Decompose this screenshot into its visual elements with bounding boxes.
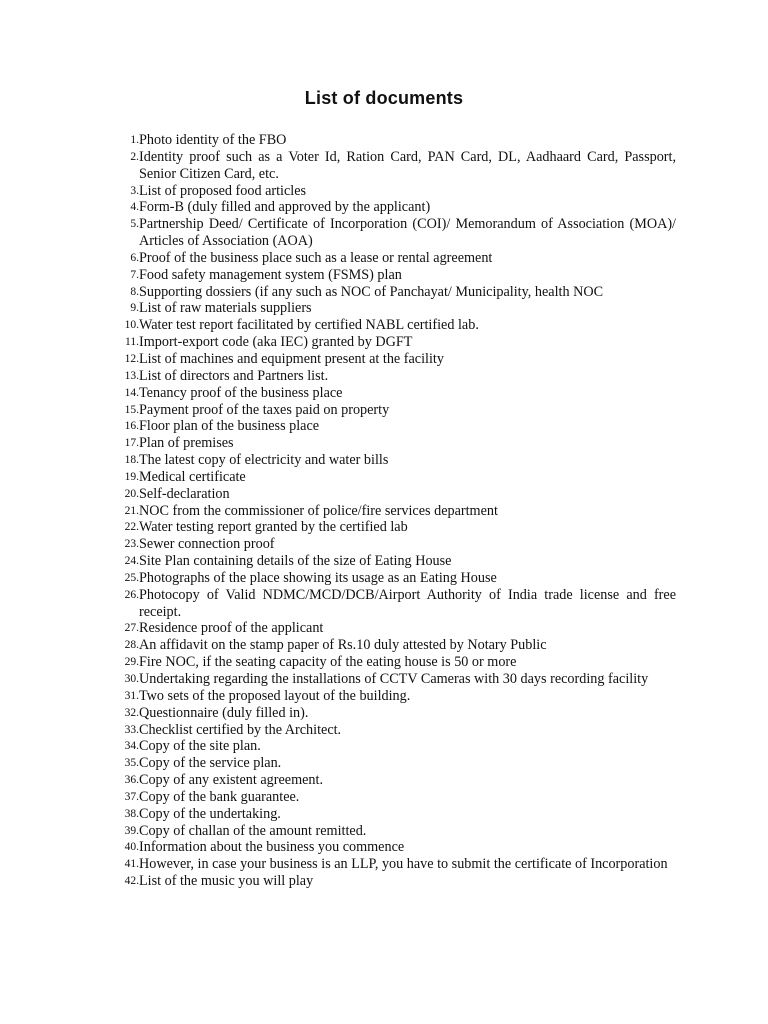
list-item-text: List of machines and equipment present at the facility <box>139 350 444 367</box>
list-item-number: 11. <box>125 336 139 349</box>
list-item-text: Undertaking regarding the installations of CCTV Cameras with 30 days recording facility <box>139 671 649 687</box>
list-item-text: Fire NOC, if the seating capacity of the eating house is 50 or more <box>139 654 517 671</box>
list-item <box>104 402 676 419</box>
list-item <box>104 216 676 250</box>
list-item <box>104 671 676 688</box>
list-item-number: 20. <box>124 487 139 500</box>
list-item <box>104 839 676 856</box>
list-item <box>104 654 676 671</box>
list-item <box>104 772 676 789</box>
list-item-number: 14. <box>124 386 139 399</box>
list-item-number: 18. <box>124 454 139 467</box>
list-item <box>104 385 676 402</box>
list-item-text: Plan of premises <box>139 435 234 452</box>
list-item-text: Partnership Deed/ Certificate of Incorporation (COI)/ Memorandum of Association (MOA)/ Articles of Association (AOA) <box>139 216 676 250</box>
list-item <box>104 705 676 722</box>
list-item-number: 38. <box>124 807 139 820</box>
list-item-text: Water testing report granted by the certified lab <box>139 519 408 536</box>
list-item <box>104 688 676 705</box>
list-item-text: Identity proof such as a Voter Id, Ration Card, PAN Card, DL, Aadhaard Card, Passport, Senior Citizen Card, etc. <box>139 148 676 182</box>
list-item-text: Food safety management system (FSMS) plan <box>139 266 402 283</box>
list-item-number: 8. <box>130 285 139 298</box>
list-item-number: 27. <box>124 622 139 635</box>
list-item-text: Self-declaration <box>139 485 230 502</box>
list-item-text: Information about the business you commence <box>139 839 405 856</box>
list-item <box>104 452 676 469</box>
list-item-number: 39. <box>124 824 139 837</box>
list-item-text: Site Plan containing details of the size of Eating House <box>139 553 452 570</box>
list-item-number: 21. <box>124 504 139 517</box>
list-item-number: 4. <box>130 201 139 214</box>
list-item <box>104 199 676 216</box>
list-item <box>104 183 676 200</box>
list-item-number: 19. <box>124 470 139 483</box>
list-item <box>104 149 676 183</box>
list-item-text: An affidavit on the stamp paper of Rs.10 duly attested by Notary Public <box>139 637 547 654</box>
list-item-number: 33. <box>124 723 139 736</box>
list-item <box>104 823 676 840</box>
list-item-text: Import-export code (aka IEC) granted by DGFT <box>139 334 413 351</box>
list-item <box>104 536 676 553</box>
list-item <box>104 435 676 452</box>
list-item-text: Copy of the bank guarantee. <box>139 788 300 805</box>
list-item <box>104 300 676 317</box>
list-item-text: Copy of the service plan. <box>139 755 282 772</box>
list-item-text: Two sets of the proposed layout of the building. <box>139 687 411 704</box>
list-item-text: NOC from the commissioner of police/fire services department <box>139 502 498 519</box>
list-item <box>104 317 676 334</box>
list-item-text: However, in case your business is an LLP, you have to submit the certificate of Incorporation <box>139 856 668 873</box>
list-item-number: 17. <box>124 437 139 450</box>
list-item <box>104 873 676 890</box>
list-item <box>104 856 676 873</box>
list-item-text: Residence proof of the applicant <box>139 620 324 637</box>
list-item <box>104 587 676 621</box>
list-item-number: 23. <box>124 538 139 551</box>
list-item-number: 16. <box>124 420 139 433</box>
list-item-number: 31. <box>124 689 139 702</box>
list-item <box>104 351 676 368</box>
list-item <box>104 637 676 654</box>
list-item-number: 9. <box>130 302 139 315</box>
list-item <box>104 486 676 503</box>
list-item-text: Copy of the site plan. <box>139 738 261 755</box>
list-item <box>104 418 676 435</box>
list-item <box>104 503 676 520</box>
list-item-number: 6. <box>130 251 139 264</box>
list-item-number: 30. <box>124 673 139 685</box>
list-item-number: 5. <box>130 218 139 231</box>
list-item-number: 13. <box>124 369 139 382</box>
list-item-text: The latest copy of electricity and water bills <box>139 452 389 469</box>
list-item <box>104 789 676 806</box>
documents-list <box>104 132 676 890</box>
list-item <box>104 738 676 755</box>
list-item-number: 40. <box>124 841 139 854</box>
list-item-text: Checklist certified by the Architect. <box>139 721 342 738</box>
list-item <box>104 469 676 486</box>
list-item-text: Water test report facilitated by certified NABL certified lab. <box>139 317 479 334</box>
list-item <box>104 806 676 823</box>
list-item <box>104 570 676 587</box>
list-item-text: Copy of challan of the amount remitted. <box>139 822 367 839</box>
list-item-number: 24. <box>124 555 139 568</box>
list-item-number: 41. <box>124 858 139 871</box>
list-item <box>104 284 676 301</box>
list-item-text: List of proposed food articles <box>139 182 307 199</box>
list-item-text: List of directors and Partners list. <box>139 367 329 384</box>
list-item-text: Questionnaire (duly filled in). <box>139 704 309 721</box>
list-item-text: Proof of the business place such as a lease or rental agreement <box>139 249 493 266</box>
list-item-number: 22. <box>124 521 139 534</box>
list-item <box>104 368 676 385</box>
list-item <box>104 519 676 536</box>
list-item-number: 35. <box>124 757 139 770</box>
list-item-number: 7. <box>130 268 139 281</box>
list-item <box>104 620 676 637</box>
list-item-text: Tenancy proof of the business place <box>139 384 343 401</box>
list-item-text: Copy of the undertaking. <box>139 805 281 822</box>
list-item-number: 36. <box>124 774 139 787</box>
list-item-text: Medical certificate <box>139 468 246 485</box>
list-item <box>104 553 676 570</box>
list-item-text: Floor plan of the business place <box>139 418 320 435</box>
list-item-number: 12. <box>124 352 139 365</box>
list-item-number: 3. <box>130 184 139 197</box>
list-item-text: Photo identity of the FBO <box>139 132 287 148</box>
list-item <box>104 334 676 351</box>
list-item-number: 26. <box>124 588 139 601</box>
list-item-number: 1. <box>130 134 139 146</box>
list-item-number: 29. <box>124 656 139 669</box>
list-item-text: Copy of any existent agreement. <box>139 772 323 789</box>
list-item-number: 42. <box>124 875 139 888</box>
list-item-number: 32. <box>124 706 139 719</box>
list-item-number: 10. <box>124 319 139 332</box>
list-item-text: List of raw materials suppliers <box>139 300 312 317</box>
list-item-text: Sewer connection proof <box>139 536 275 553</box>
list-item-number: 28. <box>124 639 139 652</box>
list-item-number: 25. <box>124 571 139 584</box>
list-item-number: 37. <box>124 790 139 803</box>
list-item-text: Payment proof of the taxes paid on property <box>139 401 390 418</box>
list-item <box>104 755 676 772</box>
list-item <box>104 132 676 149</box>
list-item-text: List of the music you will play <box>139 873 314 890</box>
list-item-number: 2. <box>130 150 139 163</box>
list-item-text: Photographs of the place showing its usage as an Eating House <box>139 569 497 586</box>
list-item-text: Form-B (duly filled and approved by the applicant) <box>139 199 431 216</box>
list-item-text: Supporting dossiers (if any such as NOC of Panchayat/ Municipality, health NOC <box>139 283 604 300</box>
list-item <box>104 267 676 284</box>
list-item-text: Photocopy of Valid NDMC/MCD/DCB/Airport Authority of India trade license and free receipt. <box>139 586 676 620</box>
list-item <box>104 722 676 739</box>
list-item-number: 34. <box>124 740 139 753</box>
list-item-number: 15. <box>124 403 139 416</box>
list-item <box>104 250 676 267</box>
document-title: List of documents <box>304 88 464 108</box>
